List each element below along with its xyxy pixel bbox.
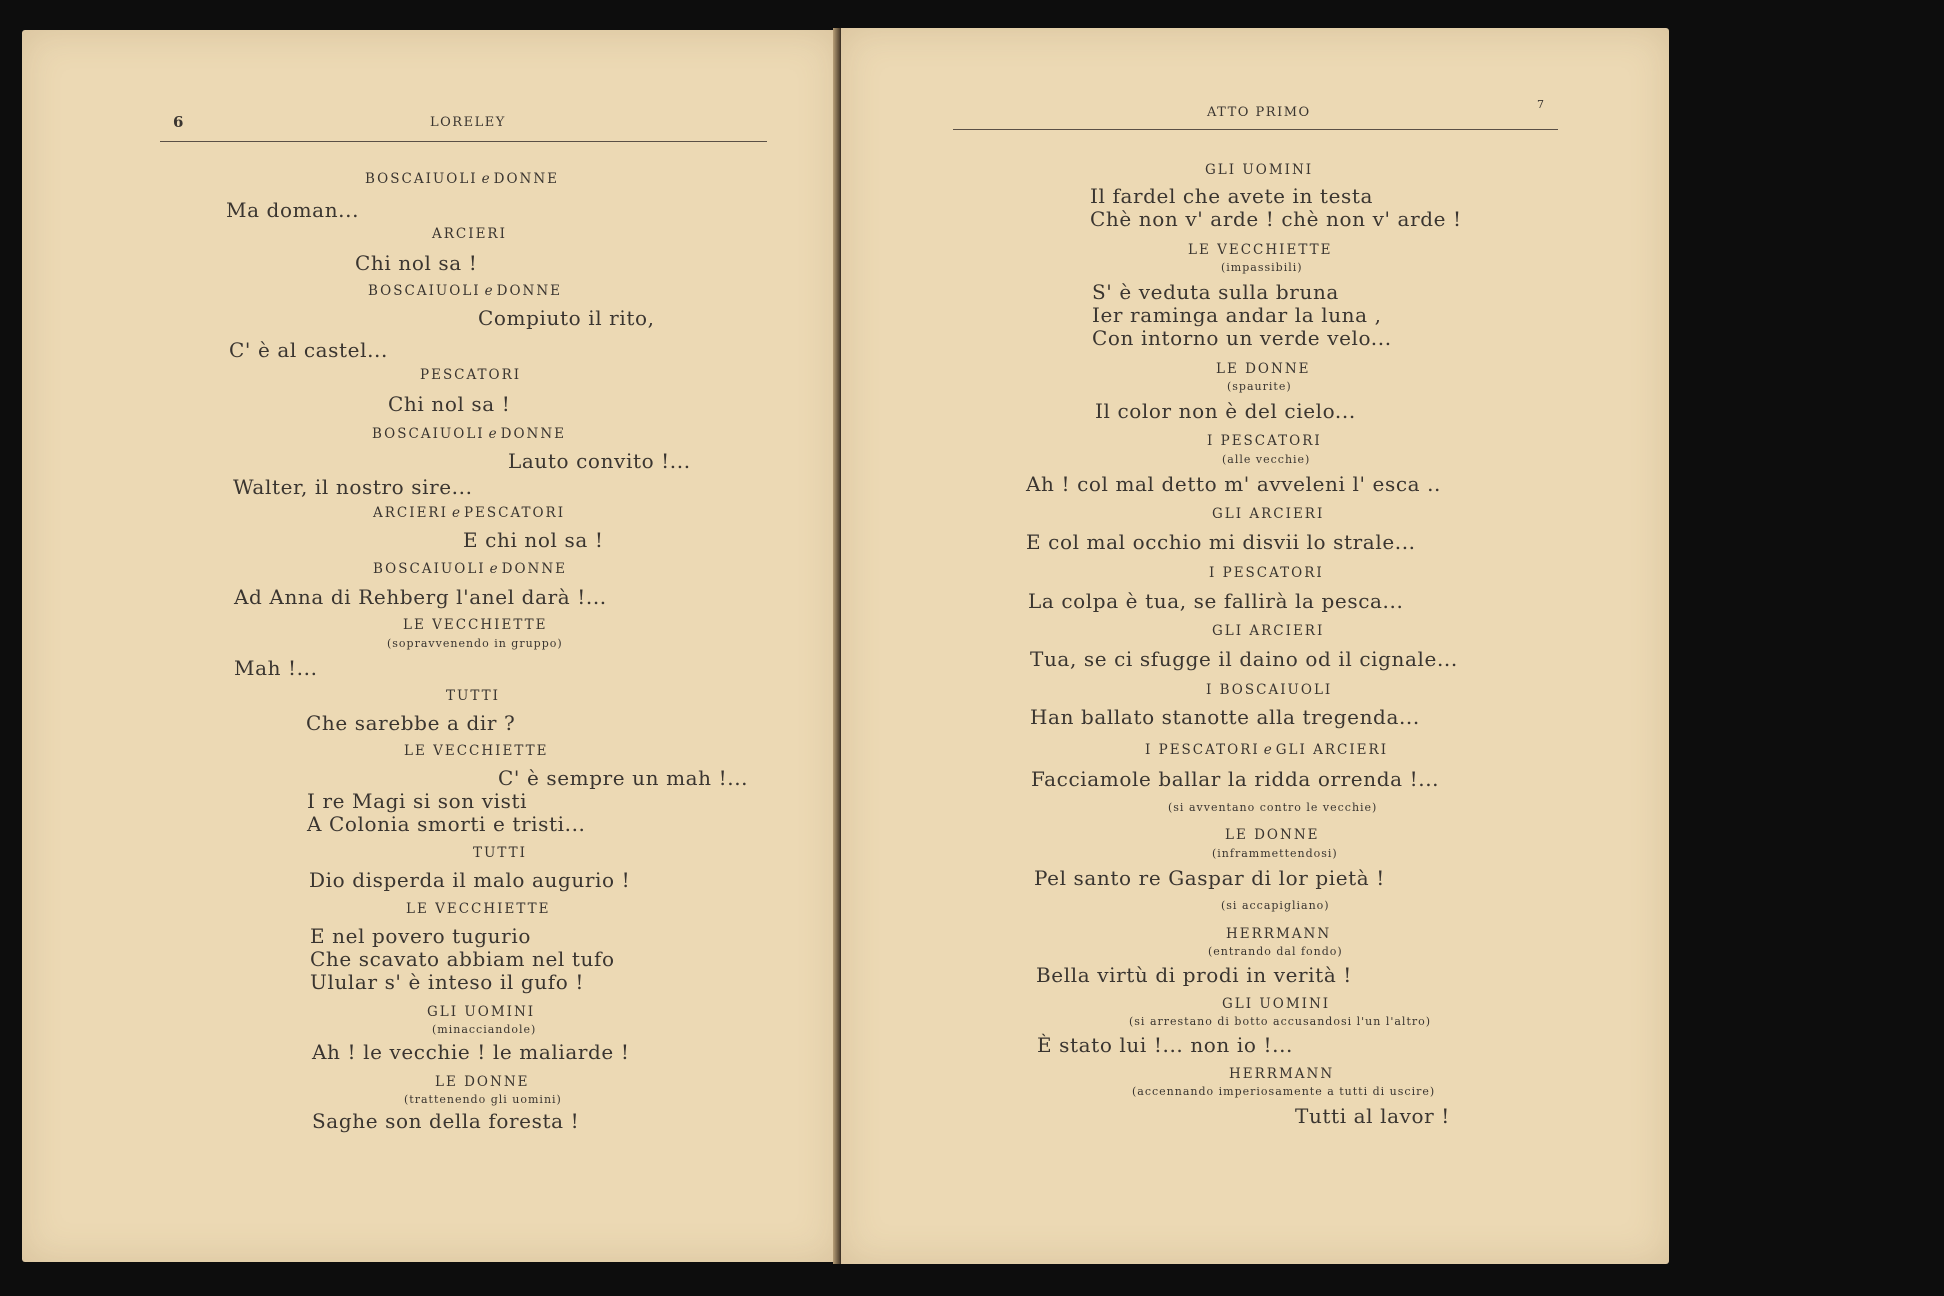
stage-direction: (accennando imperiosamente a tutti di uscire) — [1132, 1085, 1436, 1098]
verse-line: Ier raminga andar la luna , — [1092, 303, 1382, 327]
speaker-label: BOSCAIUOLI e DONNE — [372, 426, 567, 442]
speaker-label: HERRMANN — [1229, 1066, 1335, 1082]
speaker-label: TUTTI — [446, 688, 500, 704]
verse-line: Che sarebbe a dir ? — [306, 711, 516, 735]
speaker-label: LE VECCHIETTE — [1188, 242, 1333, 258]
verse-line: Saghe son della foresta ! — [312, 1109, 580, 1133]
stage-direction: (minacciandole) — [432, 1023, 537, 1036]
speaker-label: LE VECCHIETTE — [404, 743, 549, 759]
stage-direction: (si avventano contro le vecchie) — [1168, 801, 1378, 814]
verse-line: Tutti al lavor ! — [1295, 1104, 1450, 1128]
verse-line: Lauto convito !... — [508, 449, 691, 473]
verse-line: Pel santo re Gaspar di lor pietà ! — [1034, 866, 1385, 890]
verse-line: Con intorno un verde velo... — [1092, 326, 1392, 350]
speaker-label: LE VECCHIETTE — [406, 901, 551, 917]
speaker-label: TUTTI — [473, 845, 527, 861]
stage-direction: (spaurite) — [1227, 380, 1292, 393]
verse-line: I re Magi si son visti — [307, 789, 528, 813]
speaker-label: I PESCATORI — [1207, 433, 1322, 449]
verse-line: Ah ! le vecchie ! le maliarde ! — [312, 1040, 630, 1064]
speaker-label: BOSCAIUOLI e DONNE — [373, 561, 568, 577]
verse-line: Facciamole ballar la ridda orrenda !... — [1031, 767, 1440, 791]
speaker-label: LE DONNE — [1216, 361, 1311, 377]
verse-line: Han ballato stanotte alla tregenda... — [1030, 705, 1420, 729]
verse-line: Ulular s' è inteso il gufo ! — [310, 970, 584, 994]
verse-line: E chi nol sa ! — [463, 528, 604, 552]
speaker-label: GLI ARCIERI — [1212, 506, 1325, 522]
left-running-head: LORELEY — [430, 115, 506, 130]
verse-line: Il color non è del cielo... — [1095, 399, 1356, 423]
verse-line: È stato lui !... non io !... — [1037, 1033, 1293, 1057]
speaker-label: BOSCAIUOLI e DONNE — [365, 171, 560, 187]
stage-direction: (inframmettendosi) — [1212, 847, 1338, 860]
left-page-number: 6 — [173, 113, 185, 131]
verse-line: Tua, se ci sfugge il daino od il cignale... — [1030, 647, 1458, 671]
verse-line: Ah ! col mal detto m' avveleni l' esca .. — [1026, 472, 1442, 496]
speaker-label: LE DONNE — [435, 1074, 530, 1090]
verse-line: Chè non v' arde ! chè non v' arde ! — [1090, 207, 1462, 231]
stage-direction: (sopravvenendo in gruppo) — [387, 637, 563, 650]
verse-line: E nel povero tugurio — [310, 924, 531, 948]
verse-line: Bella virtù di prodi in verità ! — [1036, 963, 1352, 987]
stage-direction: (entrando dal fondo) — [1208, 945, 1343, 958]
speaker-label: I PESCATORI e GLI ARCIERI — [1145, 742, 1389, 758]
right-page-number: 7 — [1537, 98, 1546, 111]
verse-line: Ad Anna di Rehberg l'anel darà !... — [234, 585, 607, 609]
verse-line: La colpa è tua, se fallirà la pesca... — [1028, 589, 1404, 613]
verse-line: Dio disperda il malo augurio ! — [309, 868, 631, 892]
stage-direction: (si accapigliano) — [1221, 899, 1330, 912]
verse-line: Walter, il nostro sire... — [233, 475, 473, 499]
speaker-label: PESCATORI — [420, 367, 522, 383]
verse-line: C' è al castel... — [229, 338, 388, 362]
speaker-label: LE DONNE — [1225, 827, 1320, 843]
stage-direction: (si arrestano di botto accusandosi l'un l'altro) — [1129, 1015, 1432, 1028]
right-running-head: ATTO PRIMO — [1207, 105, 1311, 120]
stage-direction: (impassibili) — [1221, 261, 1303, 274]
speaker-label: I BOSCAIUOLI — [1206, 682, 1333, 698]
verse-line: S' è veduta sulla bruna — [1092, 280, 1339, 304]
speaker-label: GLI UOMINI — [1222, 996, 1331, 1012]
stage-direction: (alle vecchie) — [1222, 453, 1311, 466]
verse-line: Chi nol sa ! — [355, 251, 478, 275]
verse-line: Mah !... — [234, 656, 318, 680]
speaker-label: HERRMANN — [1226, 926, 1332, 942]
stage-direction: (trattenendo gli uomini) — [404, 1093, 562, 1106]
verse-line: Il fardel che avete in testa — [1090, 184, 1374, 208]
speaker-label: GLI UOMINI — [1205, 162, 1314, 178]
verse-line: Ma doman... — [226, 198, 360, 222]
left-header-rule — [160, 141, 767, 142]
verse-line: C' è sempre un mah !... — [498, 766, 749, 790]
verse-line: A Colonia smorti e tristi... — [307, 812, 586, 836]
verse-line: Compiuto il rito, — [478, 306, 655, 330]
speaker-label: ARCIERI — [432, 226, 507, 242]
speaker-label: I PESCATORI — [1209, 565, 1324, 581]
verse-line: Che scavato abbiam nel tufo — [310, 947, 615, 971]
speaker-label: LE VECCHIETTE — [403, 617, 548, 633]
verse-line: E col mal occhio mi disvii lo strale... — [1026, 530, 1416, 554]
verse-line: Chi nol sa ! — [388, 392, 511, 416]
speaker-label: ARCIERI e PESCATORI — [373, 505, 566, 521]
speaker-label: BOSCAIUOLI e DONNE — [368, 283, 563, 299]
speaker-label: GLI UOMINI — [427, 1004, 536, 1020]
right-header-rule — [953, 129, 1558, 130]
speaker-label: GLI ARCIERI — [1212, 623, 1325, 639]
